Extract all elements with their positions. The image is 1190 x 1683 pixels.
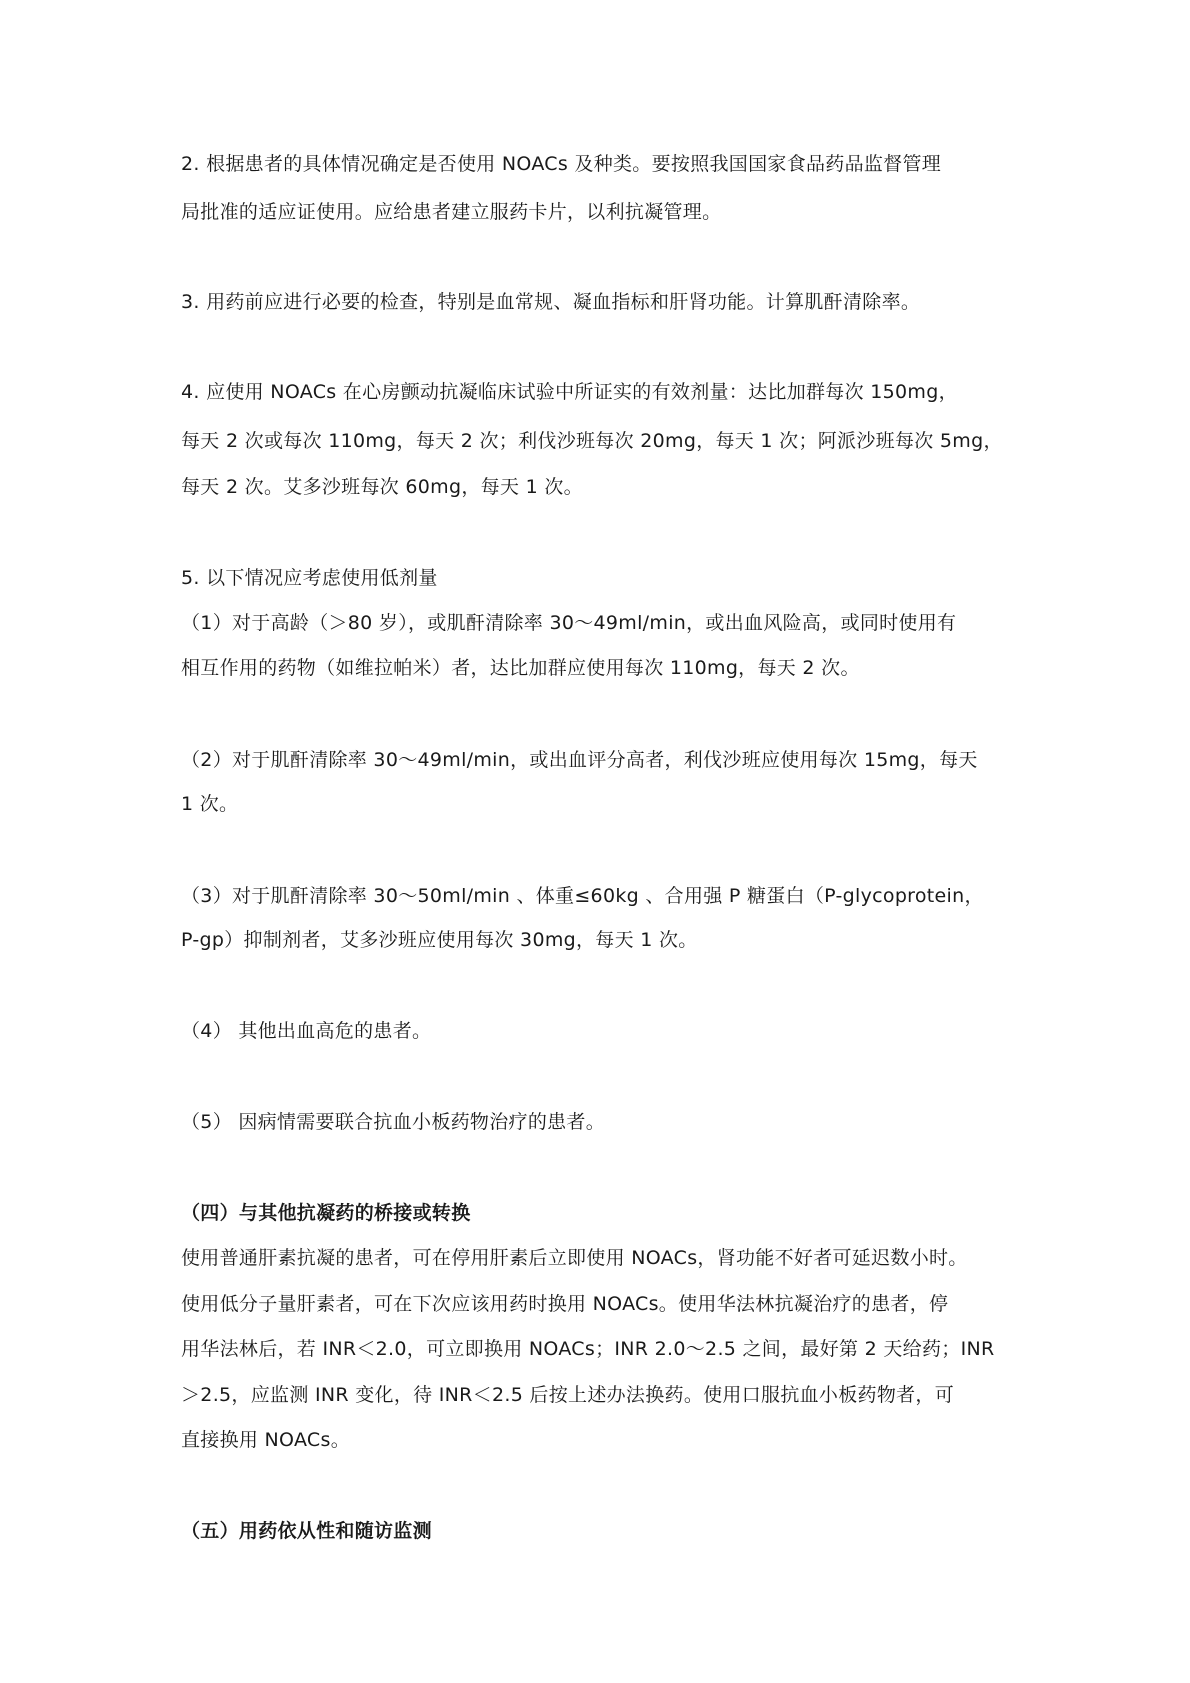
- section-4-line-1: 使用普通肝素抗凝的患者，可在停用肝素后立即使用 NOACs，肾功能不好者可延迟数小时。: [181, 1247, 968, 1269]
- item-5-sub-2-line-1: （2）对于肌酐清除率 30～49ml/min，或出血评分高者，利伐沙班应使用每次 15mg，每天: [181, 749, 978, 771]
- item-5-sub-4-line-1: （4） 其他出血高危的患者。: [181, 1020, 432, 1042]
- item-2-line-1: 2. 根据患者的具体情况确定是否使用 NOACs 及种类。要按照我国国家食品药品监督管理: [181, 153, 942, 175]
- item-5-sub-3-line-2: P-gp）抑制剂者，艾多沙班应使用每次 30mg，每天 1 次。: [181, 929, 698, 951]
- section-4-line-3: 用华法林后，若 INR＜2.0，可立即换用 NOACs；INR 2.0～2.5 之间，最好第 2 天给药；INR: [181, 1338, 995, 1360]
- item-4-line-2: 每天 2 次或每次 110mg，每天 2 次；利伐沙班每次 20mg，每天 1 次；阿派沙班每次 5mg，: [181, 430, 1003, 452]
- item-5-sub-1-line-1: （1）对于高龄（＞80 岁），或肌酐清除率 30～49ml/min，或出血风险高，或同时使用有: [181, 612, 957, 634]
- item-4-line-3: 每天 2 次。艾多沙班每次 60mg，每天 1 次。: [181, 476, 583, 498]
- section-5-heading: （五）用药依从性和随访监测: [181, 1520, 432, 1542]
- item-3-line-1: 3. 用药前应进行必要的检查，特别是血常规、凝血指标和肝肾功能。计算肌酐清除率。: [181, 291, 921, 313]
- section-4-line-4: ＞2.5，应监测 INR 变化，待 INR＜2.5 后按上述办法换药。使用口服抗血小板药物者，可: [181, 1384, 955, 1406]
- item-2-line-2: 局批准的适应证使用。应给患者建立服药卡片，以利抗凝管理。: [181, 201, 722, 223]
- section-4-heading: （四）与其他抗凝药的桥接或转换: [181, 1202, 471, 1224]
- item-5-sub-1-line-2: 相互作用的药物（如维拉帕米）者，达比加群应使用每次 110mg，每天 2 次。: [181, 657, 860, 679]
- item-5-sub-3-line-1: （3）对于肌酐清除率 30～50ml/min 、体重≤60kg 、合用强 P 糖蛋白（P-glycoprotein，: [181, 885, 984, 907]
- item-5-sub-5-line-1: （5） 因病情需要联合抗血小板药物治疗的患者。: [181, 1111, 606, 1133]
- section-4-line-2: 使用低分子量肝素者，可在下次应该用药时换用 NOACs。使用华法林抗凝治疗的患者，停: [181, 1293, 949, 1315]
- item-5-heading: 5. 以下情况应考虑使用低剂量: [181, 567, 438, 589]
- item-5-sub-2-line-2: 1 次。: [181, 793, 239, 815]
- item-4-line-1: 4. 应使用 NOACs 在心房颤动抗凝临床试验中所证实的有效剂量：达比加群每次 150mg，: [181, 381, 958, 403]
- section-4-line-5: 直接换用 NOACs。: [181, 1429, 351, 1451]
